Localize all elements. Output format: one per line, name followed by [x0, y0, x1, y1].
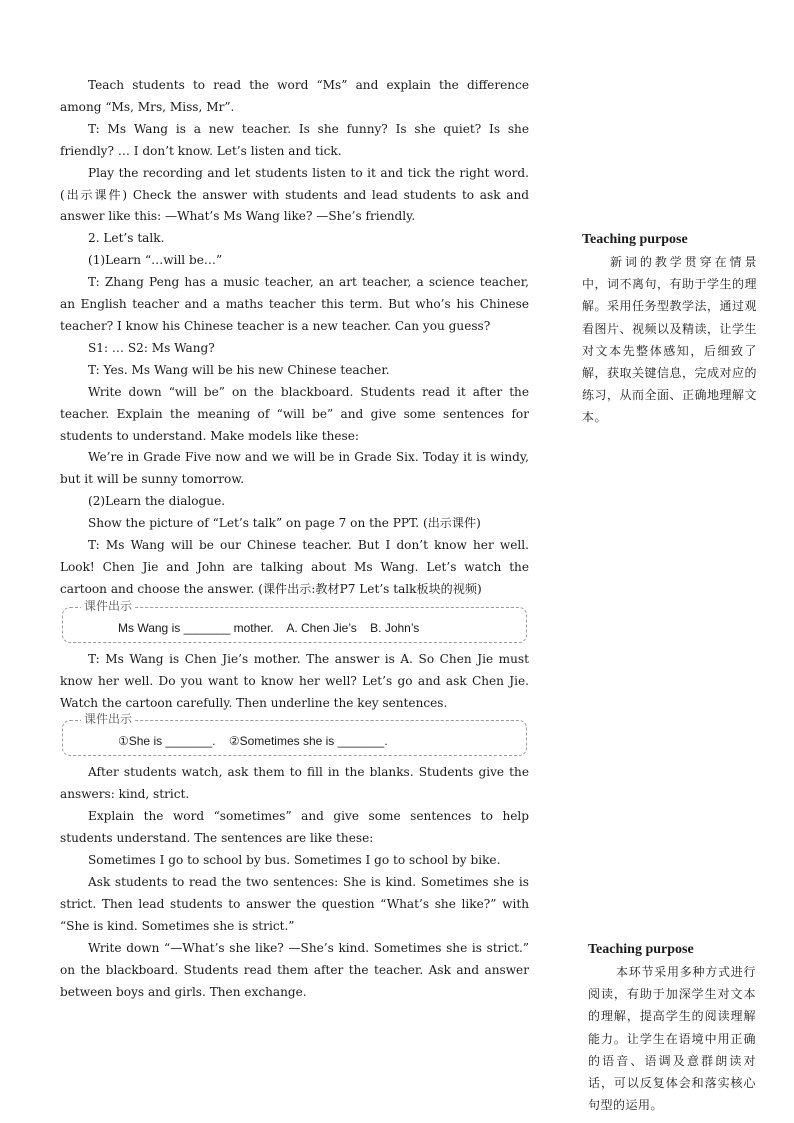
- teaching-purpose-note: [588, 941, 756, 1116]
- paragraph: T: Ms Wang is a new teacher. Is she funny? Is she quiet? Is she friendly? … I don’t know. Let’s listen and tick.: [60, 121, 529, 158]
- paragraph: Write down “will be” on the blackboard. Students read it after the teacher. Explain the meaning of “will be” and give some sentences for students to understand. Make models like these:: [60, 384, 529, 443]
- paragraph: T: Yes. Ms Wang will be his new Chinese teacher.: [88, 362, 390, 377]
- note-text: 新词的教学贯穿在情景中，词不离句，有助于学生的理解。采用任务型教学法，通过观看图片、视频以及精读，让学生对文本先整体感知，后细致了解，获取关键信息，完成对应的练习，从而全面、正确地理解文本。: [582, 255, 758, 425]
- lesson-body: [60, 75, 529, 1003]
- fill-blank-item: ②Sometimes she is _______.: [228, 734, 388, 749]
- courseware-content: [63, 732, 526, 750]
- paragraph: Sometimes I go to school by bus. Sometimes I go to school by bike.: [88, 853, 501, 868]
- note-heading: Teaching purpose: [582, 232, 688, 247]
- paragraph: Show the picture of “Let’s talk” on page 7 on the PPT. (出示课件): [88, 516, 481, 531]
- courseware-tag: 课件出示: [81, 597, 135, 615]
- paragraph: T: Ms Wang is Chen Jie’s mother. The answer is A. So Chen Jie must know her well. Do you want to know her well? Let’s go and ask Chen Jie. Watch the cartoon carefully. Then underline the key sentences.: [60, 651, 529, 710]
- paragraph: T: Zhang Peng has a music teacher, an art teacher, a science teacher, an English teacher and a maths teacher this term. But who’s his Chinese teacher? I know his Chinese teacher is a new teacher. Can you guess?: [60, 275, 529, 333]
- sub-heading: (2)Learn the dialogue.: [88, 494, 226, 509]
- paragraph: Play the recording and let students listen to it and tick the right word. (出示课件) Check the answer with students and lead students to ask and answer like this: —What’s Ms Wang like? —She’s friendly.: [60, 165, 529, 224]
- section-heading: 2. Let’s talk.: [88, 231, 165, 246]
- courseware-content: [63, 619, 526, 637]
- courseware-box: [62, 598, 527, 643]
- courseware-box: [62, 712, 527, 756]
- courseware-tag: 课件出示: [81, 710, 135, 728]
- paragraph: T: Ms Wang will be our Chinese teacher. But I don’t know her well. Look! Chen Jie and John are talking about Ms Wang. Let’s watch the cartoon and choose the answer. (课件出示:教材P7 Let’s talk板块的视频): [60, 538, 529, 596]
- paragraph: After students watch, ask them to fill in the blanks. Students give the answers: kind, strict.: [60, 765, 529, 802]
- option-b: B. John’s: [370, 620, 420, 635]
- teaching-purpose-note: [582, 231, 757, 429]
- paragraph: We’re in Grade Five now and we will be in Grade Six. Today it is windy, but it will be sunny tomorrow.: [60, 450, 529, 487]
- question-text: Ms Wang is _______ mother.: [118, 620, 274, 635]
- paragraph: Explain the word “sometimes” and give some sentences to help students understand. The sentences are like these:: [60, 809, 529, 846]
- sub-heading: (1)Learn “…will be…”: [88, 253, 223, 268]
- paragraph: Write down “—What’s she like? —She’s kind. Sometimes she is strict.” on the blackboard. Students read them after the teacher. Ask and answer between boys and girls. Then exchange.: [60, 940, 529, 999]
- paragraph: S1: … S2: Ms Wang?: [88, 340, 215, 355]
- note-heading: Teaching purpose: [588, 942, 694, 957]
- fill-blank-item: ①She is _______.: [118, 734, 216, 749]
- paragraph: Teach students to read the word “Ms” and explain the difference among “Ms, Mrs, Miss, Mr”.: [60, 78, 529, 114]
- note-text: 本环节采用多种方式进行阅读，有助于加深学生对文本的理解，提高学生的阅读理解能力。让学生在语境中用正确的语音、语调及意群朗读对话，可以反复体会和落实核心句型的运用。: [588, 965, 756, 1113]
- option-a: A. Chen Jie’s: [286, 620, 357, 635]
- paragraph: Ask students to read the two sentences: She is kind. Sometimes she is strict. Then lead students to answer the question “What’s she like?” with “She is kind. Sometimes she is strict.”: [60, 875, 529, 933]
